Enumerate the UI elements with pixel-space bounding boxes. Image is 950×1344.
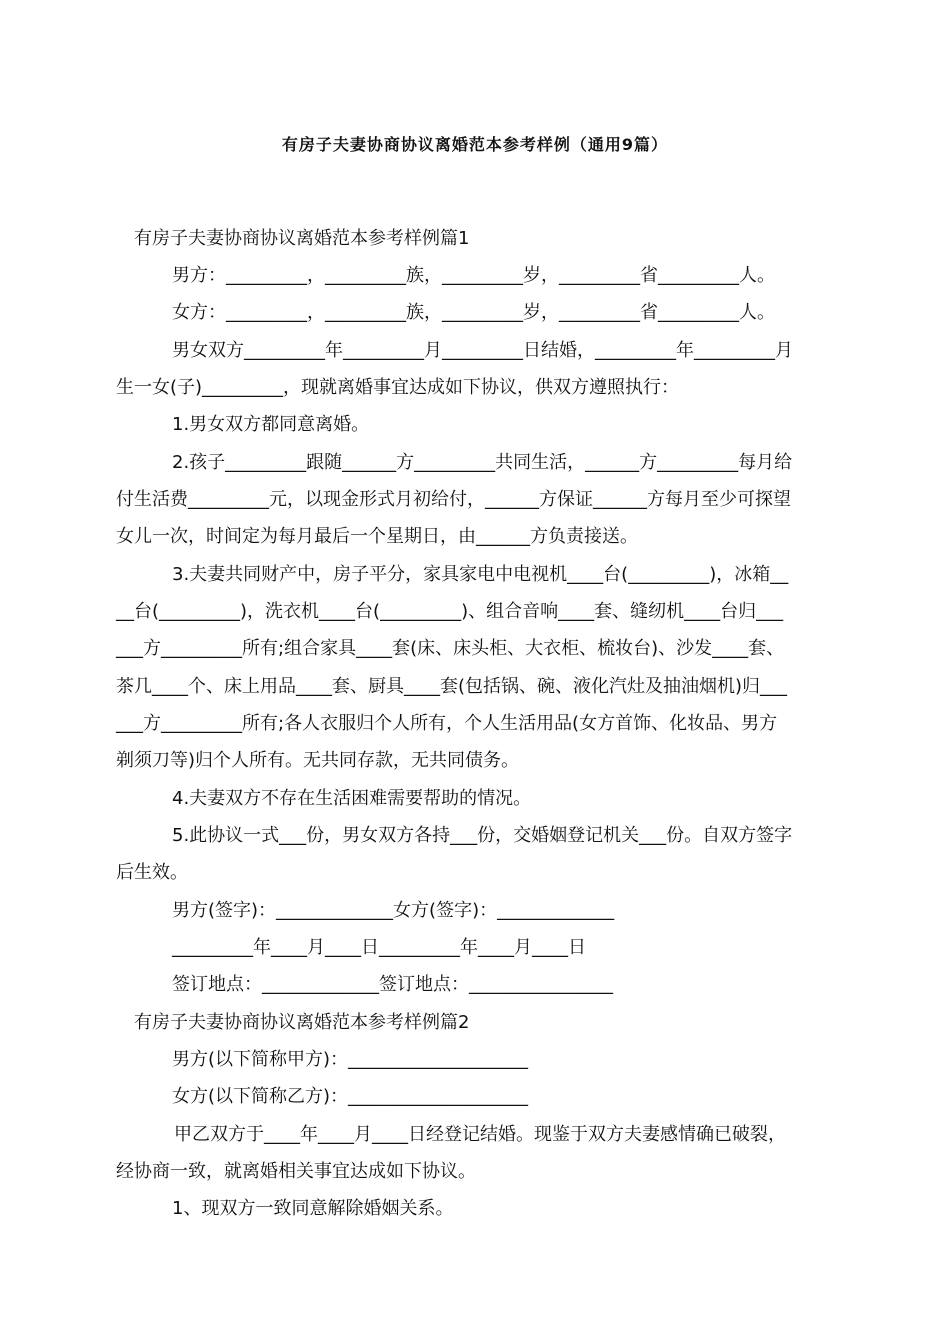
signature-line: 男方(签字)：_____________女方(签字)：_____________ xyxy=(172,900,615,921)
clause-2-line-1: 2.孩子_________跟随______方_________共同生活，______方_________每月给 xyxy=(172,452,793,473)
clause-3-line-3: ___方_________所有;组合家具____套(床、床头柜、大衣柜、梳妆台)、沙发____套、 xyxy=(116,638,785,659)
wife-info-line: 女方：_________，_________族，_________岁，_________省_________人。 xyxy=(172,302,775,323)
husband-info-line: 男方：_________，_________族，_________岁，_________省_________人。 xyxy=(172,265,775,286)
signing-place-line: 签订地点：_____________签订地点：________________ xyxy=(172,974,613,995)
clause-1: 1.男女双方都同意离婚。 xyxy=(172,414,370,435)
clause-2-line-2: 付生活费_________元，以现金形式月初给付，______方保证______方每月至少可探望 xyxy=(116,489,791,510)
marriage-intro-line-1: 男女双方_________年_________月_________日结婚，_________年_________月 xyxy=(172,340,793,361)
clause-3-line-4: 茶几____个、床上用品____套、厨具____套(包括锅、碗、液化汽灶及抽油烟机)归___ xyxy=(116,676,788,697)
section-heading-1: 有房子夫妻协商协议离婚范本参考样例篇1 xyxy=(134,228,470,249)
clause-5-line-2: 后生效。 xyxy=(116,862,188,883)
clause-3-line-2: __台(_________)，洗衣机____台(_________)、组合音响____套、缝纫机____台归___ xyxy=(116,601,784,622)
marriage-intro-line-2: 生一女(子)_________，现就离婚事宜达成如下协议，供双方遵照执行： xyxy=(116,377,680,398)
party-a-line: 男方(以下简称甲方)：____________________ xyxy=(172,1049,529,1070)
page-title: 有房子夫妻协商协议离婚范本参考样例（通用9篇） xyxy=(281,135,669,154)
clause-3-line-5: ___方_________所有;各人衣服归个人所有，个人生活用品(女方首饰、化妆品、男方 xyxy=(116,713,778,734)
clause-4: 4.夫妻双方不存在生活困难需要帮助的情况。 xyxy=(172,788,532,809)
section-2-intro-line-2: 经协商一致，就离婚相关事宜达成如下协议。 xyxy=(116,1161,476,1182)
section-heading-2: 有房子夫妻协商协议离婚范本参考样例篇2 xyxy=(134,1012,470,1033)
party-b-line: 女方(以下简称乙方)：____________________ xyxy=(172,1086,529,1107)
clause-3-line-6: 剃须刀等)归个人所有。无共同存款，无共同债务。 xyxy=(116,750,520,771)
section-2-clause-1: 1、现双方一致同意解除婚姻关系。 xyxy=(172,1198,454,1219)
date-line: _________年____月____日_________年____月____日 xyxy=(172,937,586,958)
clause-3-line-1: 3.夫妻共同财产中，房子平分，家具家电中电视机____台(_________)，冰箱__ xyxy=(172,564,789,585)
clause-5-line-1: 5.此协议一式___份，男女双方各持___份，交婚姻登记机关___份。自双方签字 xyxy=(172,825,793,846)
clause-2-line-3: 女儿一次，时间定为每月最后一个星期日，由______方负责接送。 xyxy=(116,526,638,547)
section-2-intro-line-1: 甲乙双方于____年____月____日经登记结婚。现鉴于双方夫妻感情确已破裂， xyxy=(174,1124,786,1145)
